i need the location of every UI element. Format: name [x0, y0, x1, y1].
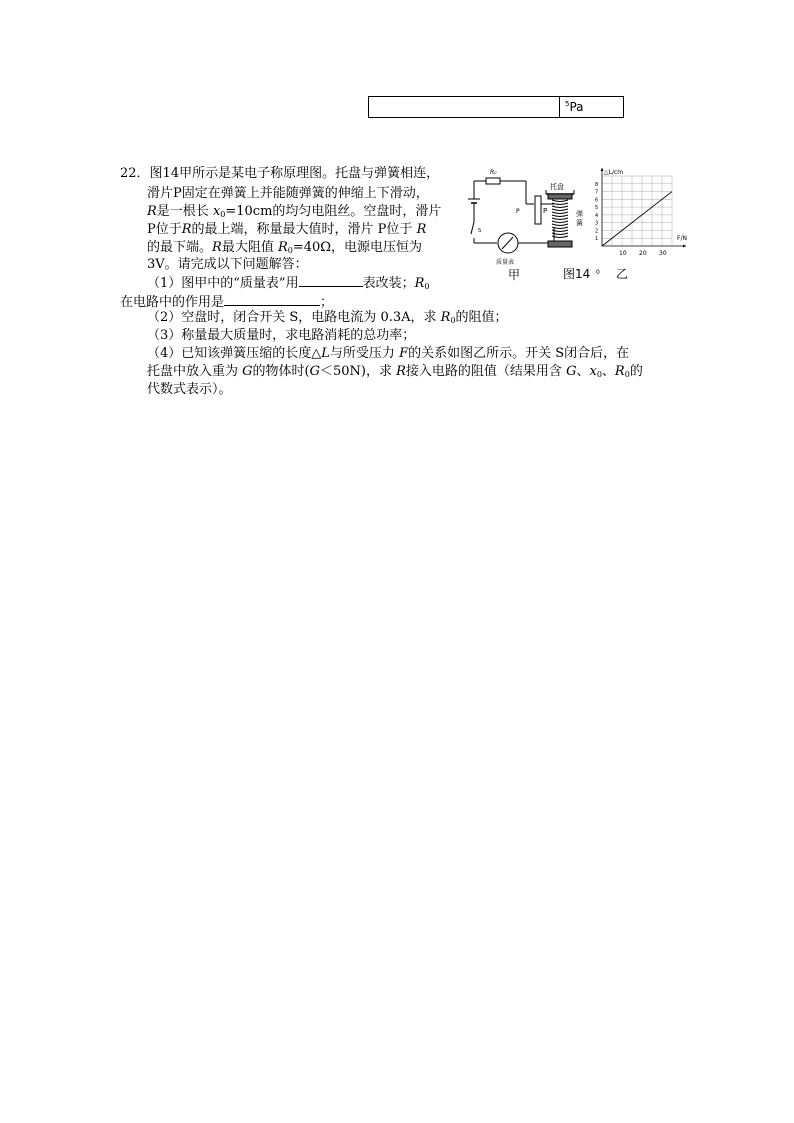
- question-part-1-cont: 在电路中的作用是 ；: [120, 295, 334, 310]
- question-line-4: P位于R的最上端，称量最大值时，滑片 P位于 R: [147, 222, 427, 237]
- caption-jia: 甲: [508, 268, 521, 282]
- chart-ylabel: △L/cm: [604, 169, 624, 176]
- table-cell-empty: [369, 97, 560, 117]
- chart-ytick-label: 6: [595, 197, 599, 204]
- question-line-2: 滑片P固定在弹簧上并能随弹簧的伸缩上下滑动，: [147, 186, 429, 201]
- figure-caption: 图14: [563, 267, 591, 281]
- chart-xtick-label: 30: [659, 250, 667, 257]
- table-fragment: [368, 96, 624, 118]
- chart-xtick-label: 20: [639, 250, 647, 257]
- question-line-1: 22．图14甲所示是某电子称原理图。托盘与弹簧相连，: [120, 166, 440, 181]
- question-line-5: 的最下端。R最大阻值 $R_0=40\Omega$，电源电压恒为: [147, 240, 423, 255]
- table-cell-unit: $^5$Pa: [565, 100, 584, 114]
- chart-ytick-label: 2: [595, 228, 599, 235]
- label-spring-2: 簧: [576, 219, 583, 227]
- caption-yi: 乙: [616, 267, 629, 281]
- question-part-4: （4）已知该弹簧压缩的长度△L与所受压力 F的关系如图乙所示。开关 S闭合后，在: [147, 346, 630, 361]
- label-spring-1: 弹: [576, 210, 583, 218]
- label-mass-meter: 质量表: [496, 259, 515, 266]
- chart-xlabel: F/N: [677, 235, 687, 242]
- question-part-4-line-3: 代数式表示）。: [147, 382, 232, 397]
- chart-ytick-label: 1: [595, 236, 599, 243]
- switch-icon: [471, 222, 474, 234]
- question-part-3: （3）称量最大质量时，求电路消耗的总功率；: [147, 328, 416, 343]
- question-part-1: （1）图甲中的“质量表”用 表改装；$R_0$: [147, 276, 430, 291]
- label-r0: R₀: [490, 169, 497, 176]
- answer-blank-2[interactable]: [224, 293, 320, 306]
- base-icon: [548, 241, 572, 247]
- chart-x-arrow: [683, 245, 686, 248]
- label-p-right: P: [543, 207, 548, 215]
- chart-xtick-label: 10: [619, 250, 627, 257]
- chart-ytick-label: 5: [595, 205, 599, 212]
- chart-ytick-label: 8: [595, 181, 599, 188]
- question-part-2: （2）空盘时，闭合开关 S，电路电流为 0.3A，求 $R_0$的阻值；: [147, 310, 508, 325]
- answer-blank-1[interactable]: [299, 274, 363, 287]
- chart-origin-label: 0: [596, 269, 600, 276]
- chart-series-line: [602, 192, 672, 246]
- chart-ytick-label: 3: [595, 220, 599, 227]
- figure-yi-chart: [588, 162, 700, 284]
- chart-ytick-label: 4: [595, 212, 599, 219]
- resistance-wire-icon: [535, 196, 541, 224]
- question-line-3: R是一根长 $x_0=10cm$的均匀电阻丝。空盘时，滑片: [147, 204, 442, 219]
- question-line-6: 3V。请完成以下问题解答：: [147, 257, 308, 272]
- chart-ytick-label: 7: [595, 189, 599, 196]
- resistor-r0-icon: [486, 178, 500, 184]
- label-switch: S: [478, 228, 482, 234]
- label-tray: 托盘: [550, 183, 564, 191]
- question-part-4-line-2: 托盘中放入重为 G的物体时(G＜50N)，求 R接入电路的阻值（结果用含 G、$x_0$、$R_0$的: [147, 364, 643, 379]
- label-p-left: P: [516, 208, 520, 215]
